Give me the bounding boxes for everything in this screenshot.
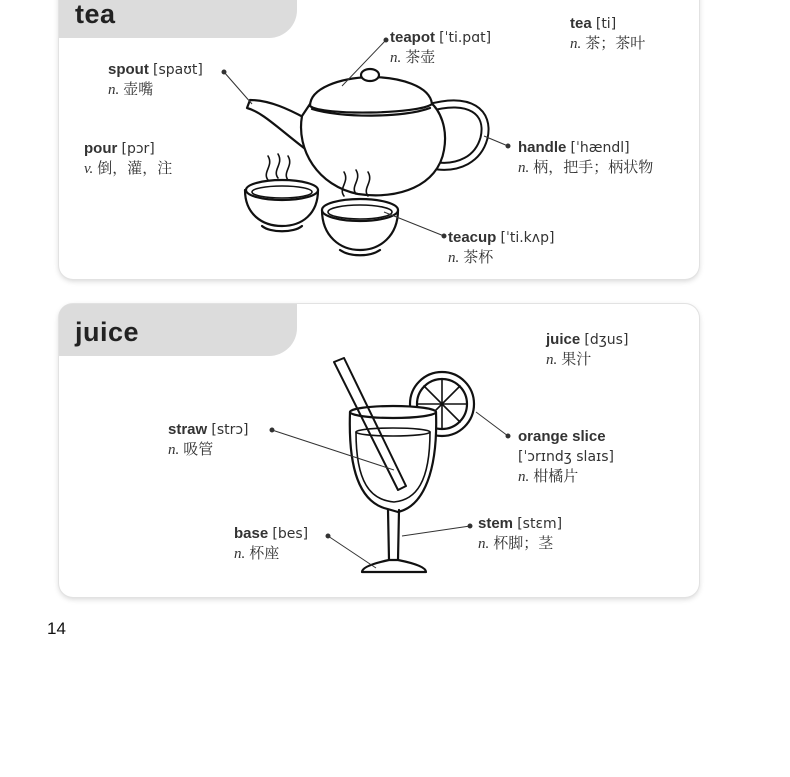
vocab-base bbox=[234, 524, 308, 564]
juice-glass-illustration bbox=[334, 358, 474, 572]
part-of-speech: n. bbox=[168, 442, 180, 458]
pronunciation: [ˈɔrɪndʒ slaɪs] bbox=[518, 449, 614, 465]
part-of-speech: n. bbox=[234, 546, 246, 562]
section-title: juice bbox=[75, 317, 140, 347]
vocab-pour bbox=[84, 139, 172, 179]
word: straw bbox=[168, 421, 208, 438]
word: teapot bbox=[390, 29, 435, 46]
part-of-speech: n. bbox=[448, 250, 460, 266]
pronunciation: [strɔ] bbox=[211, 422, 249, 438]
word: pour bbox=[84, 140, 118, 157]
part-of-speech: n. bbox=[108, 82, 120, 98]
part-of-speech: n. bbox=[390, 50, 402, 66]
vocab-teapot bbox=[390, 28, 491, 68]
pronunciation: [spaʊt] bbox=[153, 62, 203, 78]
word: tea bbox=[570, 15, 592, 32]
vocab-orange-slice bbox=[518, 427, 614, 487]
word: orange slice bbox=[518, 428, 606, 445]
page-number: 14 bbox=[47, 619, 66, 638]
meaning: 茶；茶叶 bbox=[585, 35, 646, 52]
word: spout bbox=[108, 61, 149, 78]
part-of-speech: n. bbox=[518, 160, 530, 176]
pronunciation: [ti] bbox=[595, 16, 617, 32]
pronunciation: [pɔr] bbox=[121, 141, 155, 157]
meaning: 杯座 bbox=[249, 545, 280, 562]
pronunciation: [ˈti.kʌp] bbox=[500, 230, 555, 246]
meaning: 壶嘴 bbox=[123, 81, 154, 98]
word: handle bbox=[518, 139, 567, 156]
word: base bbox=[234, 525, 269, 542]
vocab-spout bbox=[108, 60, 203, 100]
vocab-tea bbox=[570, 14, 645, 54]
word: teacup bbox=[448, 229, 497, 246]
pronunciation: [ˈti.pɑt] bbox=[439, 30, 492, 46]
meaning: 吸管 bbox=[183, 441, 214, 458]
meaning: 倒，灌，注 bbox=[97, 160, 173, 177]
meaning: 柄，把手；柄状物 bbox=[533, 159, 654, 176]
section-title: tea bbox=[75, 0, 116, 29]
vocab-teacup bbox=[448, 228, 554, 268]
part-of-speech: v. bbox=[84, 161, 94, 177]
part-of-speech: n. bbox=[546, 352, 558, 368]
part-of-speech: n. bbox=[478, 536, 490, 552]
vocab-stem bbox=[478, 514, 562, 554]
meaning: 茶壶 bbox=[405, 49, 436, 66]
pronunciation: [ˈhændl] bbox=[570, 140, 630, 156]
meaning: 杯脚；茎 bbox=[493, 535, 554, 552]
pronunciation: [stɛm] bbox=[517, 516, 563, 532]
vocab-straw bbox=[168, 420, 249, 460]
part-of-speech: n. bbox=[570, 36, 582, 52]
vocab-juice bbox=[546, 330, 628, 370]
word: juice bbox=[546, 331, 581, 348]
meaning: 果汁 bbox=[561, 351, 592, 368]
meaning: 茶杯 bbox=[463, 249, 494, 266]
pronunciation: [dʒus] bbox=[584, 332, 629, 348]
meaning: 柑橘片 bbox=[533, 468, 579, 485]
vocab-handle bbox=[518, 138, 653, 178]
part-of-speech: n. bbox=[518, 469, 530, 485]
word: stem bbox=[478, 515, 514, 532]
pronunciation: [bes] bbox=[272, 526, 309, 542]
